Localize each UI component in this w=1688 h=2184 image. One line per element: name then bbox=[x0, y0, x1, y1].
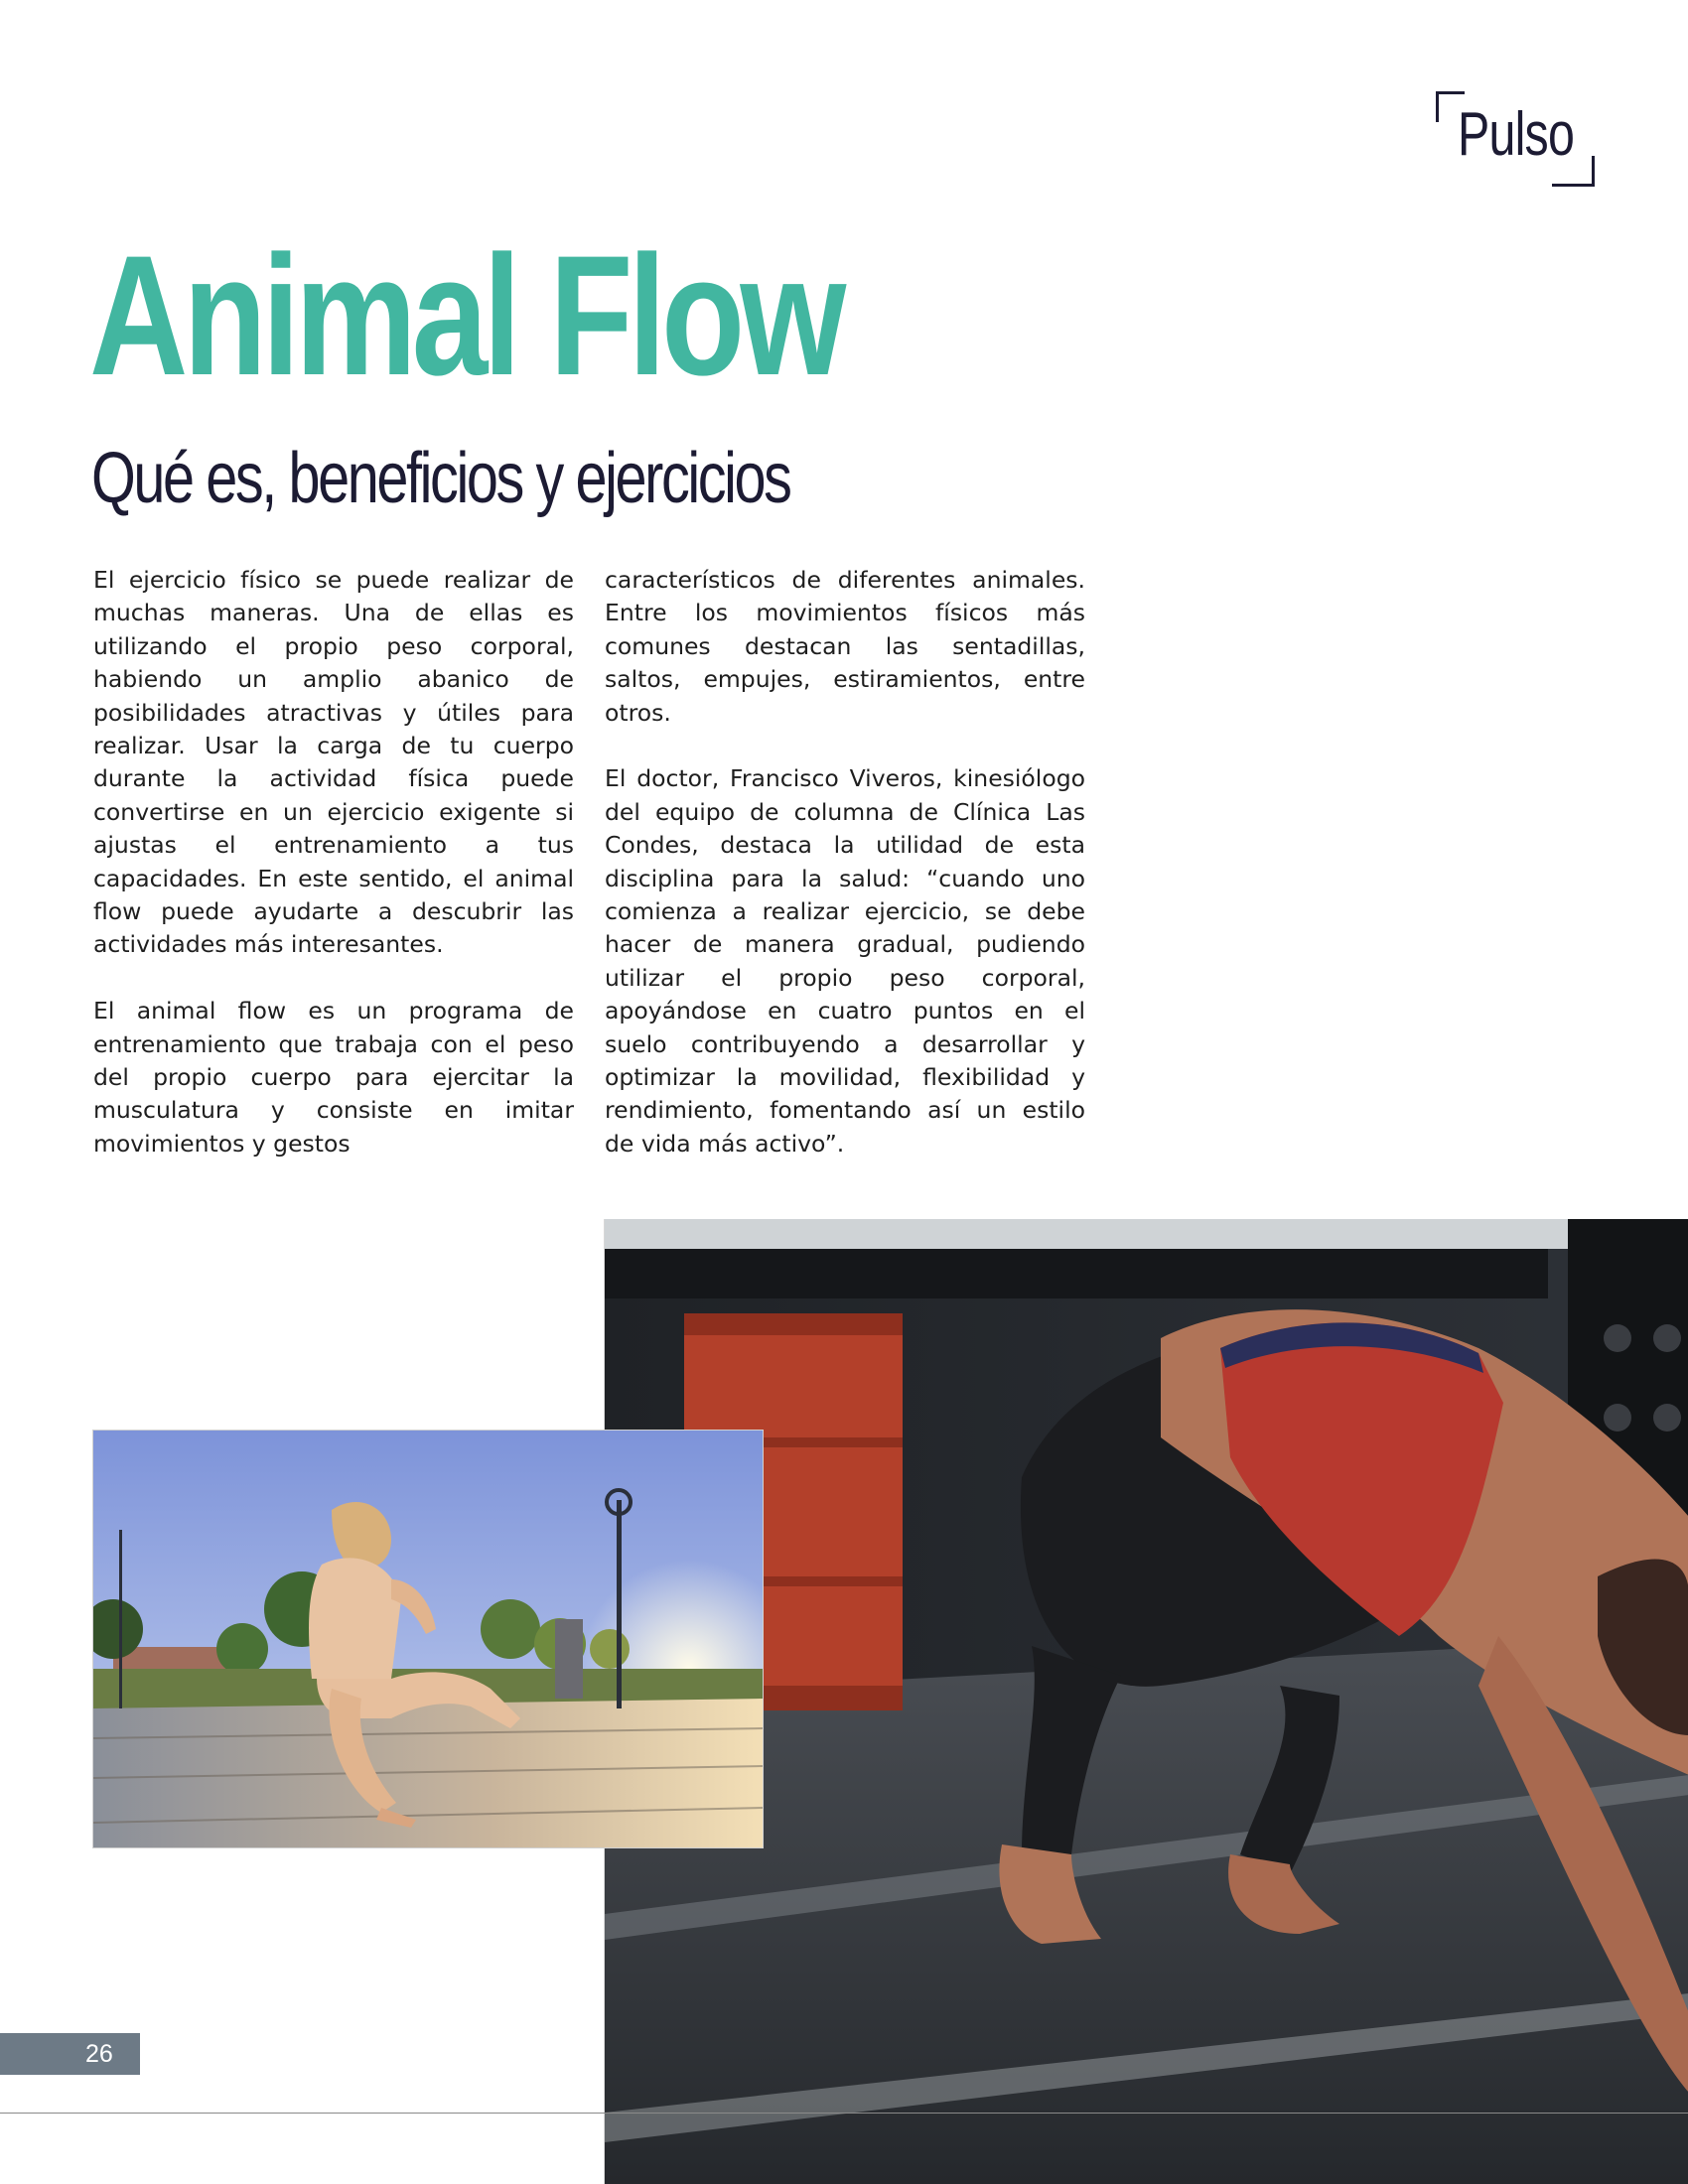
brand-logo bbox=[1436, 91, 1595, 187]
page-number-tab bbox=[0, 2033, 140, 2075]
park-photo-illustration bbox=[93, 1431, 763, 1847]
gym-photo-illustration bbox=[605, 1219, 1688, 2184]
page-number: 26 bbox=[85, 2040, 113, 2068]
footer-rule bbox=[0, 2113, 1688, 2114]
article-title: Animal Flow bbox=[89, 220, 842, 411]
article-subtitle: Qué es, beneficios y ejercicios bbox=[91, 439, 790, 518]
brand-name: Pulso bbox=[1458, 100, 1575, 169]
paragraph-definition-part1: El animal flow es un programa de entrenamiento que trabaja con el peso del propio cuerpo para ejercitar la musculatura y consiste en imitar movimientos y gestos bbox=[93, 997, 574, 1158]
paragraph-quote: El doctor, Francisco Viveros, kinesiólogo del equipo de columna de Clínica Las Condes, destaca la utilidad de esta disciplina para la salud: “cuando uno comienza a realizar ejercicio, se debe hacer de manera gradual, pudiendo utilizar el propio peso corporal, apoyándose en cuatro puntos en el suelo contribuyendo a desarrollar y optimizar la movilidad, flexibilidad y rendimiento, fomentando así un estilo de vida más activo”. bbox=[605, 764, 1085, 1158]
park-balance-photo bbox=[92, 1430, 764, 1848]
paragraph-intro: El ejercicio físico se puede realizar de muchas maneras. Una de ellas es utilizando el propio peso corporal, habiendo un amplio abanico de posibilidades atractivas y útiles para realizar. Usar la carga de tu cuerpo durante la actividad física puede convertirse en un ejercicio exigente si ajustas el entrenamiento a tus capacidades. En este sentido, el animal flow puede ayudarte a descubrir las actividades más interesantes. bbox=[93, 566, 574, 959]
text-column-right bbox=[605, 564, 1085, 1194]
text-column-left bbox=[93, 564, 574, 1194]
gym-stretch-photo bbox=[604, 1219, 1688, 2184]
paragraph-definition-part2: característicos de diferentes animales. Entre los movimientos físicos más comunes destacan las sentadillas, saltos, empujes, estiramientos, entre otros. bbox=[605, 566, 1085, 727]
